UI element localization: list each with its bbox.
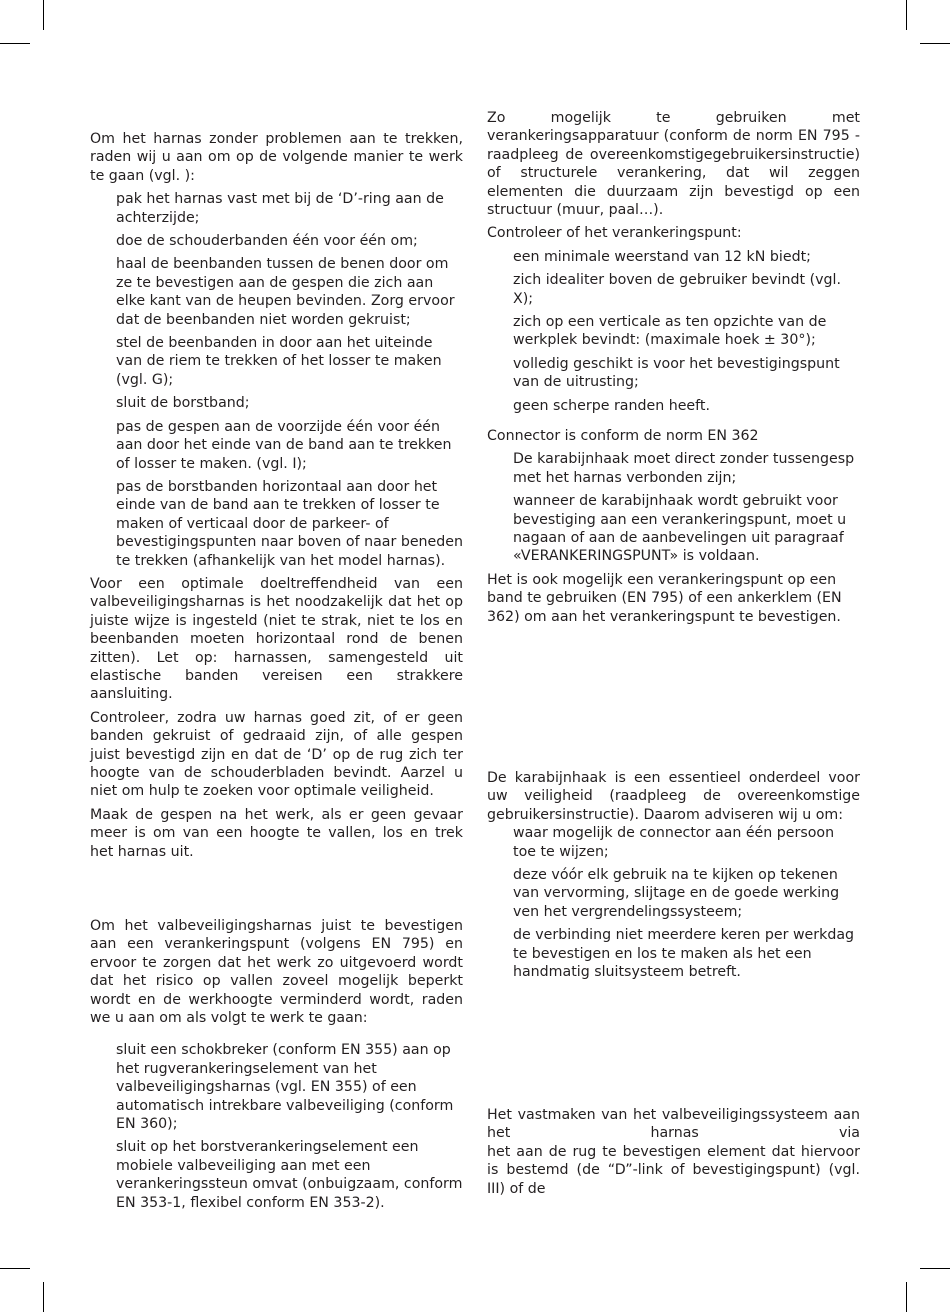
connector-list	[487, 450, 860, 565]
final-paragraph-line2: het aan de rug te bevestigen element dat hiervoor is bestemd (de “D”-link of bevestigingspunt) (vgl. III) of de	[487, 1143, 860, 1197]
list-item: stel de beenbanden in door aan het uiteinde van de riem te trekken of het losser te maken (vgl. G);	[116, 335, 442, 388]
control-paragraph: Controleer of het verankeringspunt:	[487, 225, 742, 242]
intro-paragraph: Om het harnas zonder problemen aan te trekken, raden wij u aan om op de volgende manier te werk te gaan (vgl. ):	[90, 131, 463, 184]
final-paragraph-line1: Het vastmaken van het valbeveiligingssysteem aan het harnas via	[487, 1107, 860, 1142]
crop-mark	[43, 1282, 44, 1312]
check-paragraph: Controleer, zodra uw harnas goed zit, of er geen banden gekruist of gedraaid zijn, of alle gespen juist bevestigd zijn en dat de ‘D’ op de rug zich ter hoogte van de schouderbladen bevindt. Aarzel u niet om hulp te zoeken voor optimale veiligheid.	[90, 709, 463, 800]
donning-steps-list	[90, 190, 463, 570]
list-item: wanneer de karabijnhaak wordt gebruikt voor bevestiging aan een verankeringspunt, moet u nagaan of aan de aanbevelingen uit paragraaf «VERANKERINGSPUNT» is voldaan.	[513, 493, 847, 565]
crop-mark	[0, 43, 30, 44]
crop-mark	[920, 1268, 950, 1269]
list-item: zich op een verticale as ten opzichte van de werkplek bevindt: (maximale hoek ± 30°);	[513, 314, 827, 349]
optimal-fit-paragraph: Voor een optimale doeltreffendheid van een valbeveiligingsharnas is het noodzakelijk dat het op juiste wijze is ingesteld (niet te strak, niet te los en beenbanden moeten horizontaal rond de benen zitten). Let op: harnassen, samengesteld uit elastische banden vereisen een strakkere aansluiting.	[90, 575, 463, 703]
list-item: geen scherpe randen heeft.	[513, 397, 710, 414]
list-item: de verbinding niet meerdere keren per werkdag te bevestigen en los te maken als het een handmatig sluitsysteem betreft.	[513, 927, 855, 981]
crop-mark	[906, 0, 907, 30]
left-column	[90, 130, 463, 801]
anchor-paragraph: Om het valbeveiligingsharnas juist te bevestigen aan een verankeringspunt (volgens EN 795) en ervoor te zorgen dat het werk zo uitgevoerd wordt dat het risico op vallen zoveel mogelijk beperkt wordt en de werkhoogte verminderd wordt, raden we u aan om als volgt te werk te gaan:	[90, 918, 463, 1027]
left-column-remove	[90, 806, 463, 861]
list-item: waar mogelijk de connector aan één persoon toe te wijzen;	[513, 825, 835, 860]
crop-mark	[43, 0, 44, 30]
list-item: een minimale weerstand van 12 kN biedt;	[513, 248, 811, 265]
left-column-anchor	[90, 917, 463, 1212]
list-item: deze vóór elk gebruik na te kijken op tekenen van vervorming, slijtage en de goede werking ven het vergrendelingssysteem;	[513, 867, 840, 920]
control-list	[487, 248, 860, 415]
karabijn-list	[487, 824, 860, 981]
list-item: volledig geschikt is voor het bevestigingspunt van de uitrusting;	[513, 355, 840, 391]
list-item: haal de beenbanden tussen de benen door om ze te bevestigen aan de gespen die zich aan elke kant van de heupen bevinden. Zorg ervoor dat de beenbanden niet worden gekruist;	[116, 256, 455, 328]
right-column-karabijn	[487, 769, 860, 981]
anchor-steps-list	[90, 1041, 463, 1212]
right-column	[487, 109, 860, 415]
connector-paragraph: Connector is conform de norm EN 362	[487, 428, 759, 444]
list-item: sluit op het borstverankeringselement een mobiele valbeveiliging aan met een verankeringssteun omvat (onbuigzaam, conform EN 353-1, flexibel conform EN 353-2).	[116, 1139, 463, 1211]
remove-paragraph: Maak de gespen na het werk, als er geen gevaar meer is om van een hoogte te vallen, los en trek het harnas uit.	[90, 807, 463, 860]
list-item: zich idealiter boven de gebruiker bevindt (vgl. X);	[513, 272, 841, 307]
list-item: pas de gespen aan de voorzijde één voor één aan door het einde van de band aan te trekken of losser te maken. (vgl. I);	[116, 418, 452, 472]
list-item: sluit de borstband;	[116, 395, 250, 412]
right-column-connector	[487, 427, 860, 626]
list-item: pas de borstbanden horizontaal aan door het einde van de band aan te trekken of losser te maken of verticaal door de parkeer- of bevestigingspunten naar boven of naar beneden te trekken (afhankelijk van het model harnas).	[116, 478, 463, 569]
list-item: sluit een schokbreker (conform EN 355) aan op het rugverankeringselement van het valbeveiligingsharnas (vgl. EN 355) of een automatisch intrekbare valbeveiliging (conform EN 360);	[116, 1042, 454, 1133]
list-item: De karabijnhaak moet direct zonder tussengesp met het harnas verbonden zijn;	[513, 451, 855, 486]
crop-mark	[0, 1268, 30, 1269]
crop-mark	[920, 43, 950, 44]
right-column-final	[487, 1106, 860, 1198]
band-paragraph: Het is ook mogelijk een verankeringspunt op een band te gebruiken (EN 795) of een ankerklem (EN 362) om aan het verankeringspunt te bevestigen.	[487, 571, 842, 625]
list-item: doe de schouderbanden één voor één om;	[116, 233, 418, 250]
use-paragraph: Zo mogelijk te gebruiken met verankeringsapparatuur (conform de norm EN 795 - raadpleeg de overeenkomstigegebruikersinstructie) of structurele verankering, dat wil zeggen elementen die duurzaam zijn bevestigd op een structuur (muur, paal…).	[487, 110, 860, 219]
karabijn-paragraph: De karabijnhaak is een essentieel onderdeel voor uw veiligheid (raadpleeg de overeenkomstige gebruikersinstructie). Daarom adviseren wij u om:	[487, 770, 860, 823]
crop-mark	[906, 1282, 907, 1312]
list-item: pak het harnas vast met bij de ‘D’-ring aan de achterzijde;	[116, 191, 444, 226]
